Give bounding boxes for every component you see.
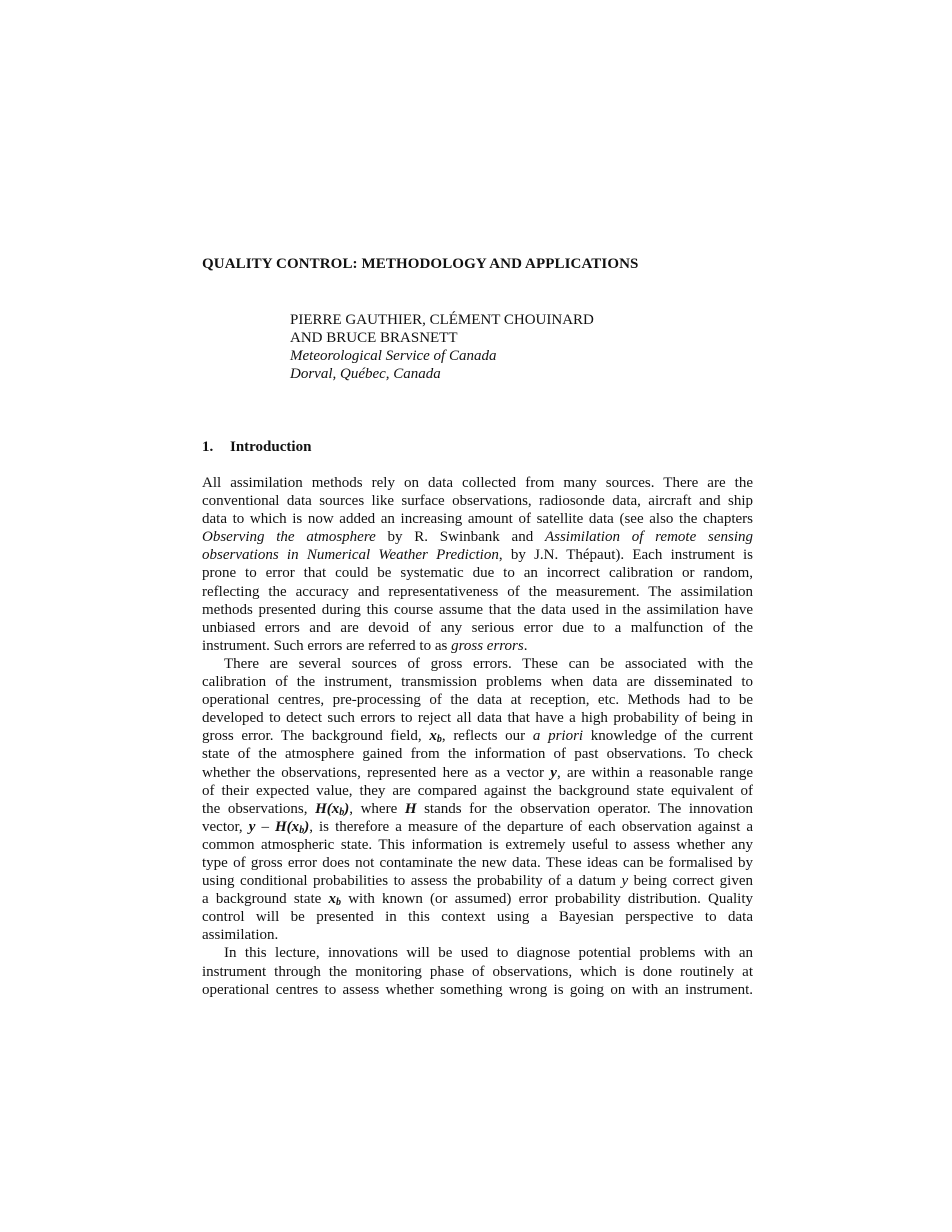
text-run: using conditional probabilities to assess the probability of a datum [202,873,622,890]
text-line: prone to error that could be systematic due to an incorrect calibration or random, [202,565,753,582]
cited-chapter: observations in Numerical Weather Prediction [202,547,499,564]
text-line [202,890,753,908]
text-run: gross error. The background field, [202,728,430,745]
text-line: methods presented during this course assume that the data used in the assimilation have [202,601,753,618]
affiliation: Meteorological Service of Canada [290,348,497,364]
text-line: assimilation. [202,927,279,944]
math-subscript: b [336,897,342,909]
text-run: knowledge of the current [583,728,753,745]
text-run: instrument. Such errors are referred to as [202,637,452,654]
text-line [202,546,753,564]
text-line: operational centres to assess whether something wrong is going on with an instrument. [202,981,753,998]
text-line: state of the atmosphere gained from the information of past observations. To check [202,746,753,763]
math-subscript: b [299,824,305,836]
text-line: conventional data sources like surface observations, radiosonde data, aircraft and ship [202,493,753,510]
text-line: developed to detect such errors to reject all data that have a high probability of being in [202,710,753,727]
text-line: data to which is now added an increasing amount of satellite data (see also the chapters [202,511,753,528]
text-line: instrument through the monitoring phase of observations, which is done routinely at [202,963,753,980]
math-operator: – [255,818,276,835]
author-block [290,311,594,383]
math-xb [429,728,442,744]
text-run: whether the observations, represented here as a vector [202,764,551,781]
text-line [202,637,753,655]
text-line: control will be presented in this context using a Bayesian perspective to data [202,909,753,926]
section-number: 1. [202,439,214,455]
math-symbol: ) [344,800,350,817]
math-symbol: H(x [315,800,340,817]
text-line [202,872,753,890]
section-heading [202,439,311,456]
paper-title: QUALITY CONTROL: METHODOLOGY AND APPLICATIONS [202,256,639,272]
authors-line-2: AND BRUCE BRASNETT [290,330,458,346]
text-run: , is therefore a measure of the departure of each observation against a [309,818,754,835]
text-line: of their expected value, they are compared against the background state equivalent of [202,782,753,799]
text-line: common atmospheric state. This information is extremely useful to assess whether any [202,836,753,853]
term-a-priori: a priori [532,728,584,745]
text-run: , where [349,800,405,817]
math-h: H [404,800,417,817]
text-run: being correct given [628,873,754,890]
text-run: , are within a reasonable range [556,764,753,781]
math-hxb [275,819,309,835]
text-line: type of gross error does not contaminate the new data. These ideas can be formalised by [202,854,753,871]
text-run: a background state [202,891,329,908]
math-y: y [248,818,256,835]
text-line [202,528,753,546]
text-run: the observations, [202,800,316,817]
location: Dorval, Québec, Canada [290,366,441,382]
text-run: . [523,637,528,654]
math-symbol: ) [304,818,310,835]
math-xb [329,891,342,907]
text-run: , by J.N. Thépaut). Each instrument is [498,547,753,564]
text-line [202,727,753,745]
text-run: by R. Swinbank and [375,529,545,546]
text-run: with known (or assumed) error probability distribution. Quality [341,891,753,908]
text-run: , reflects our [441,728,533,745]
text-line: In this lecture, innovations will be used to diagnose potential problems with an [224,945,753,962]
math-subscript: b [339,806,345,818]
authors-line-1: PIERRE GAUTHIER, CLÉMENT CHOUINARD [290,312,594,328]
math-y: y [621,873,629,890]
text-line [202,800,753,818]
math-y: y [550,764,557,781]
text-run: stands for the observation operator. The innovation [416,800,753,817]
section-title: Introduction [230,439,312,455]
cited-chapter: Observing the atmosphere [202,529,376,546]
math-symbol: x [429,728,437,745]
text-line: All assimilation methods rely on data collected from many sources. There are the [202,475,753,491]
term-gross-errors: gross errors [451,637,524,654]
text-run: vector, [202,818,249,835]
cited-chapter: Assimilation of remote sensing [544,529,753,546]
body-text [202,474,753,999]
math-subscript: b [436,734,442,746]
math-symbol: x [328,891,337,908]
math-hxb [315,801,349,817]
text-line: unbiased errors and are devoid of any serious error due to a malfunction of the [202,619,753,636]
text-line: calibration of the instrument, transmission problems when data are disseminated to [202,674,753,691]
text-line [202,764,753,782]
text-line [202,818,753,836]
text-line: There are several sources of gross errors. These can be associated with the [224,655,753,672]
text-line: operational centres, pre-processing of the data at reception, etc. Methods had to be [202,692,753,709]
math-symbol: H(x [275,818,300,835]
text-line: reflecting the accuracy and representativeness of the measurement. The assimilation [202,583,753,600]
